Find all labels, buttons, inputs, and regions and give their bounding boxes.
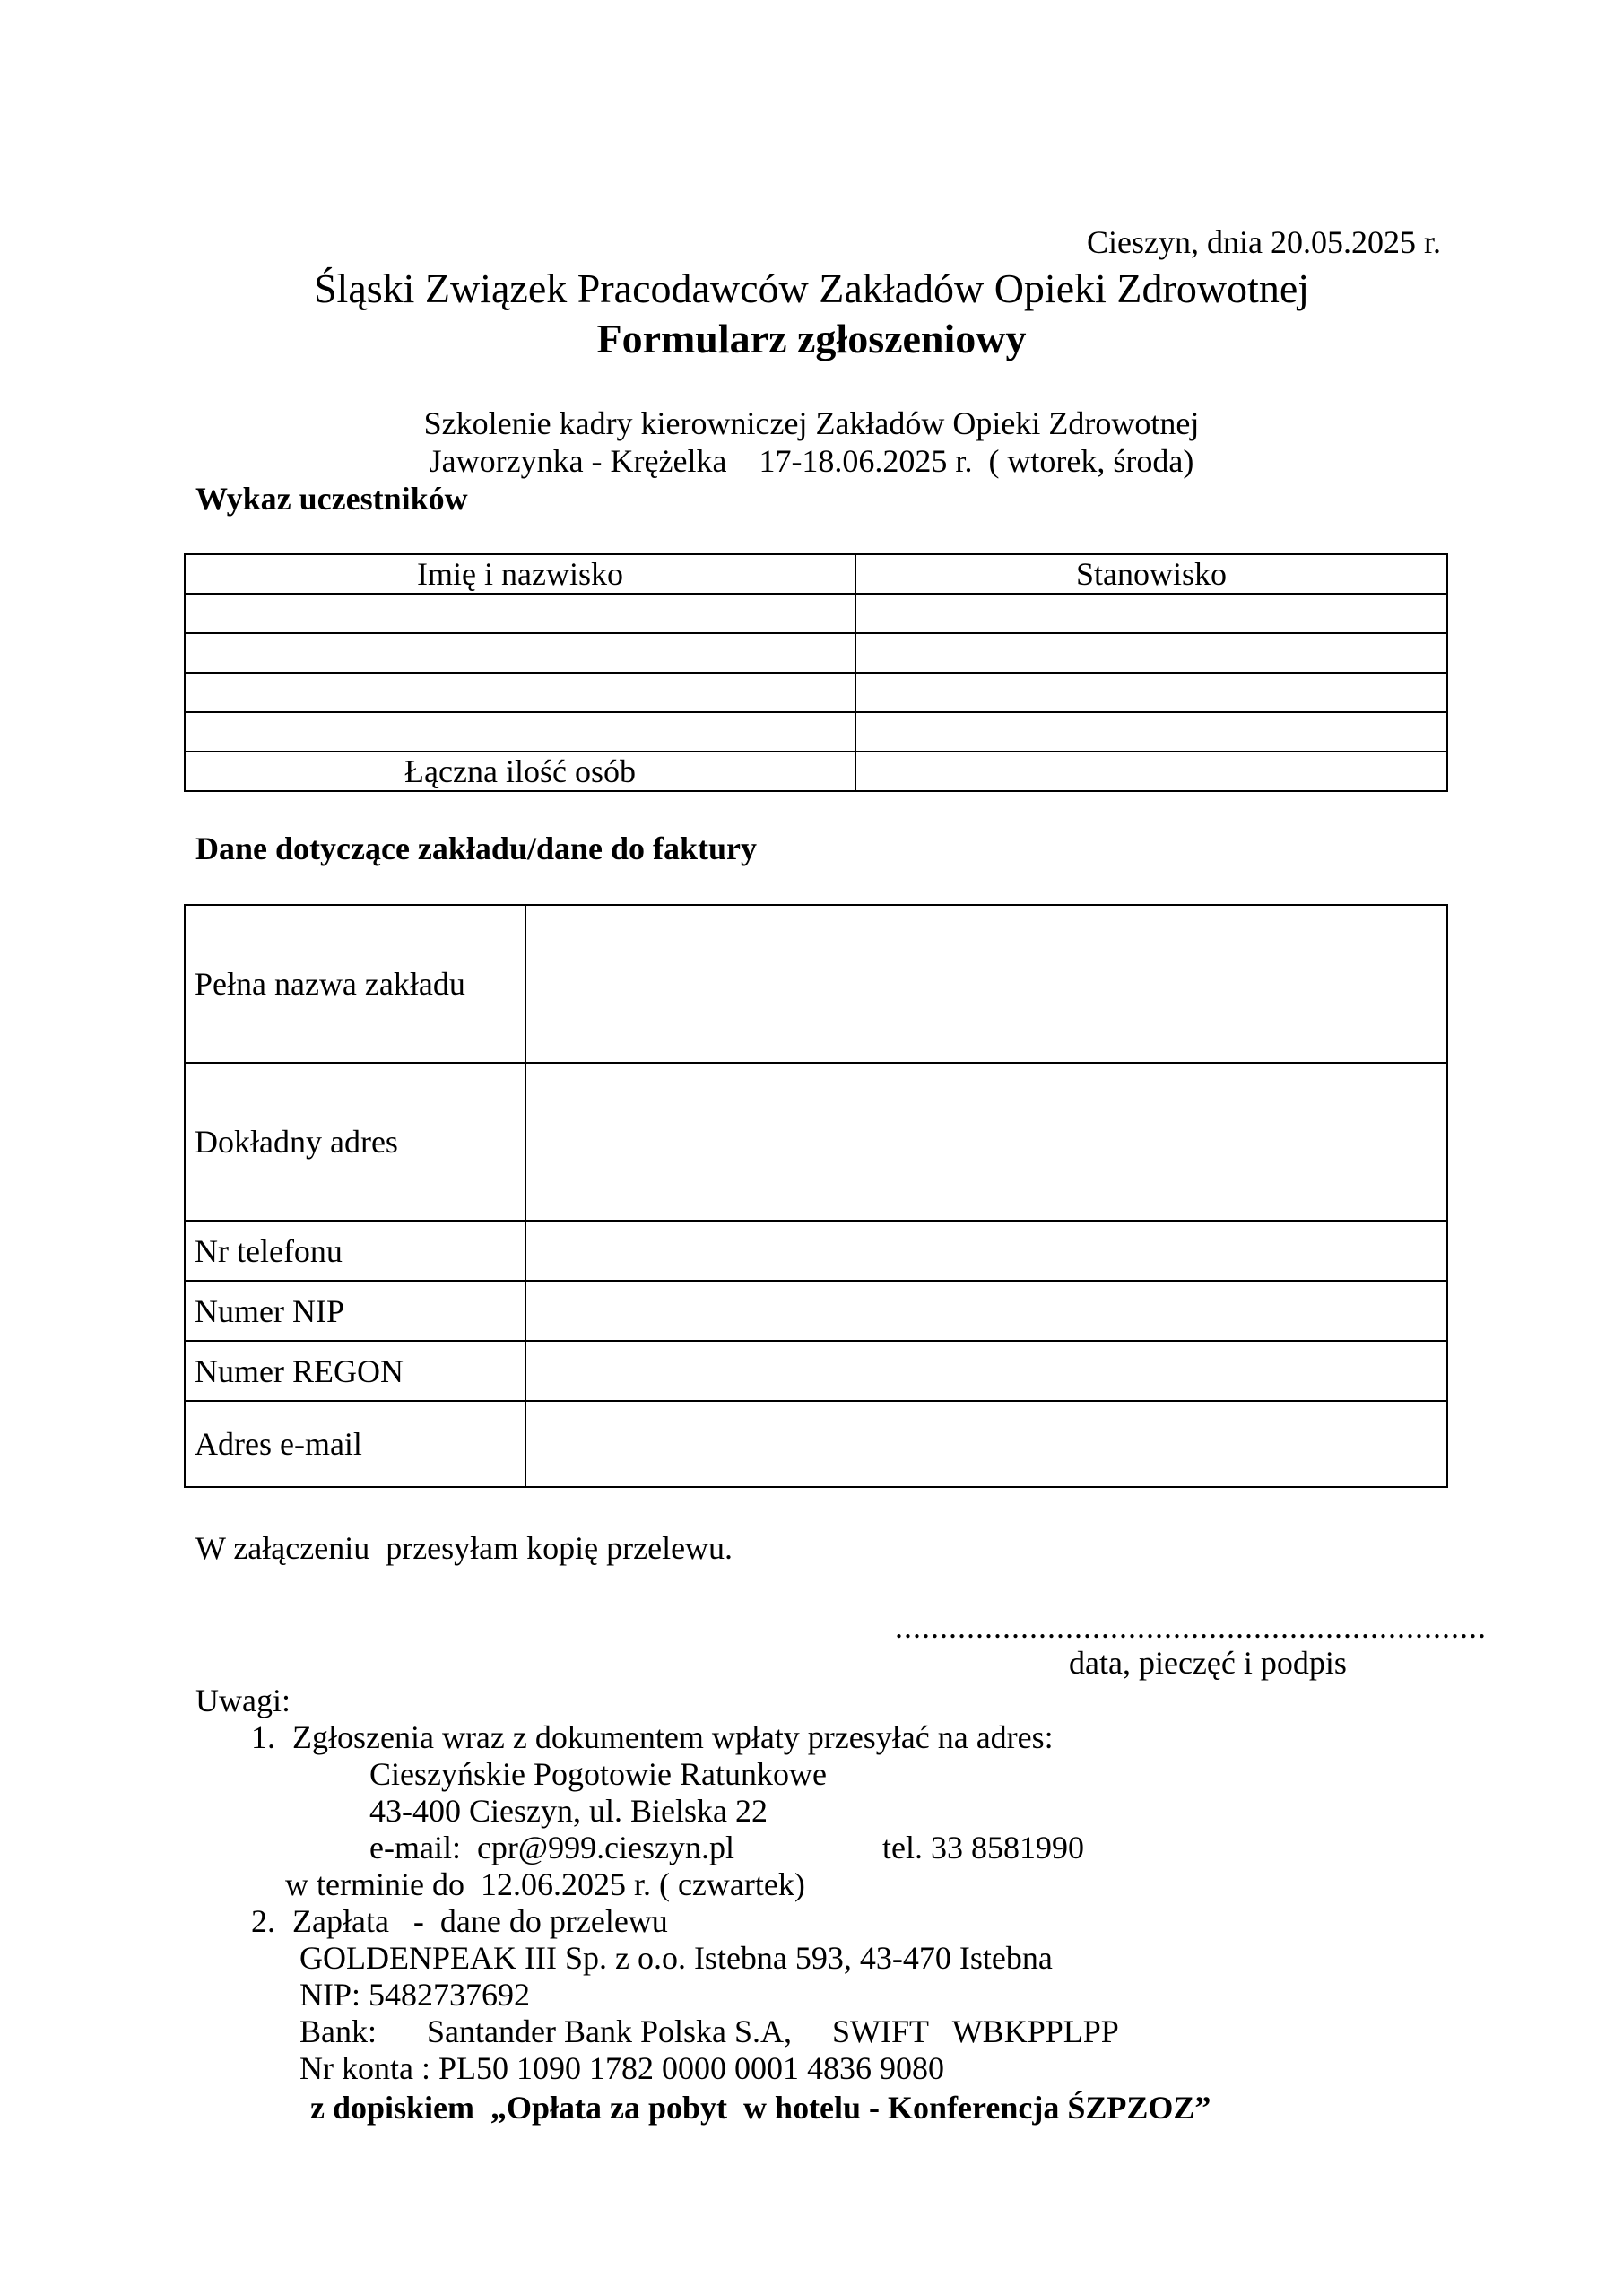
organization-name: Śląski Związek Pracodawców Zakładów Opieki Zdrowotnej <box>313 265 1310 311</box>
payee-company: GOLDENPEAK III Sp. z o.o. Istebna 593, 43-470 Istebna <box>299 1940 1053 1976</box>
nip-field[interactable] <box>525 1281 1447 1341</box>
participant-position-cell[interactable] <box>855 633 1447 673</box>
participant-position-cell[interactable] <box>855 594 1447 633</box>
training-title: Szkolenie kadry kierowniczej Zakładów Opieki Zdrowotnej <box>423 405 1200 441</box>
note-2-text: Zapłata - dane do przelewu <box>292 1903 668 1939</box>
participant-name-cell[interactable] <box>185 712 855 752</box>
participant-name-cell[interactable] <box>185 594 855 633</box>
nip-label: Numer NIP <box>185 1281 525 1341</box>
table-row <box>185 594 1447 633</box>
signature-caption: data, pieczęć i podpis <box>1069 1645 1347 1681</box>
attachment-note: W załączeniu przesyłam kopię przelewu. <box>195 1530 733 1566</box>
company-section-title: Dane dotyczące zakładu/dane do faktury <box>195 831 758 866</box>
bank-swift: SWIFT WBKPPLPP <box>832 2013 1119 2049</box>
bank-name: Santander Bank Polska S.A, <box>427 2013 792 2049</box>
participants-section-title: Wykaz uczestników <box>195 481 468 517</box>
column-header-name: Imię i nazwisko <box>185 554 855 594</box>
recipient-email: e-mail: cpr@999.cieszyn.pl <box>369 1830 735 1866</box>
form-title: Formularz zgłoszeniowy <box>596 316 1027 361</box>
signature-line: .................................................................. <box>895 1609 1487 1645</box>
submission-deadline: w terminie do 12.06.2025 r. ( czwartek) <box>285 1866 805 1902</box>
training-place-date: Jaworzynka - Krężelka 17-18.06.2025 r. ( wtorek, środa) <box>429 443 1194 479</box>
note-2-number: 2. <box>251 1903 275 1939</box>
recipient-name: Cieszyńskie Pogotowie Ratunkowe <box>369 1756 827 1792</box>
table-row <box>185 633 1447 673</box>
participants-table <box>184 553 1448 792</box>
transfer-remark: z dopiskiem „Opłata za pobyt w hotelu - Konferencja ŚZPZOZ” <box>310 2090 1211 2126</box>
note-1-number: 1. <box>251 1719 275 1755</box>
participant-name-cell[interactable] <box>185 633 855 673</box>
email-field[interactable] <box>525 1401 1447 1487</box>
place-date: Cieszyn, dnia 20.05.2025 r. <box>1087 224 1441 260</box>
payee-nip: NIP: 5482737692 <box>299 1977 531 2013</box>
bank-label: Bank: <box>299 2013 377 2049</box>
address-field[interactable] <box>525 1063 1447 1221</box>
table-row <box>185 673 1447 712</box>
recipient-address: 43-400 Cieszyn, ul. Bielska 22 <box>369 1793 768 1829</box>
notes-title: Uwagi: <box>195 1683 291 1718</box>
participant-position-cell[interactable] <box>855 712 1447 752</box>
address-label: Dokładny adres <box>185 1063 525 1221</box>
total-persons-value[interactable] <box>855 752 1447 791</box>
recipient-phone: tel. 33 8581990 <box>882 1830 1084 1866</box>
participant-position-cell[interactable] <box>855 673 1447 712</box>
participant-name-cell[interactable] <box>185 673 855 712</box>
note-1-text: Zgłoszenia wraz z dokumentem wpłaty przesyłać na adres: <box>292 1719 1054 1755</box>
total-persons-label: Łączna ilość osób <box>185 752 855 791</box>
phone-field[interactable] <box>525 1221 1447 1281</box>
total-row <box>185 752 1447 791</box>
column-header-position: Stanowisko <box>855 554 1447 594</box>
email-label: Adres e-mail <box>185 1401 525 1487</box>
company-table <box>184 904 1448 1488</box>
account-number: Nr konta : PL50 1090 1782 0000 0001 4836 9080 <box>299 2050 944 2086</box>
regon-field[interactable] <box>525 1341 1447 1401</box>
table-row <box>185 712 1447 752</box>
full-name-field[interactable] <box>525 905 1447 1063</box>
full-name-label: Pełna nazwa zakładu <box>185 905 525 1063</box>
regon-label: Numer REGON <box>185 1341 525 1401</box>
phone-label: Nr telefonu <box>185 1221 525 1281</box>
